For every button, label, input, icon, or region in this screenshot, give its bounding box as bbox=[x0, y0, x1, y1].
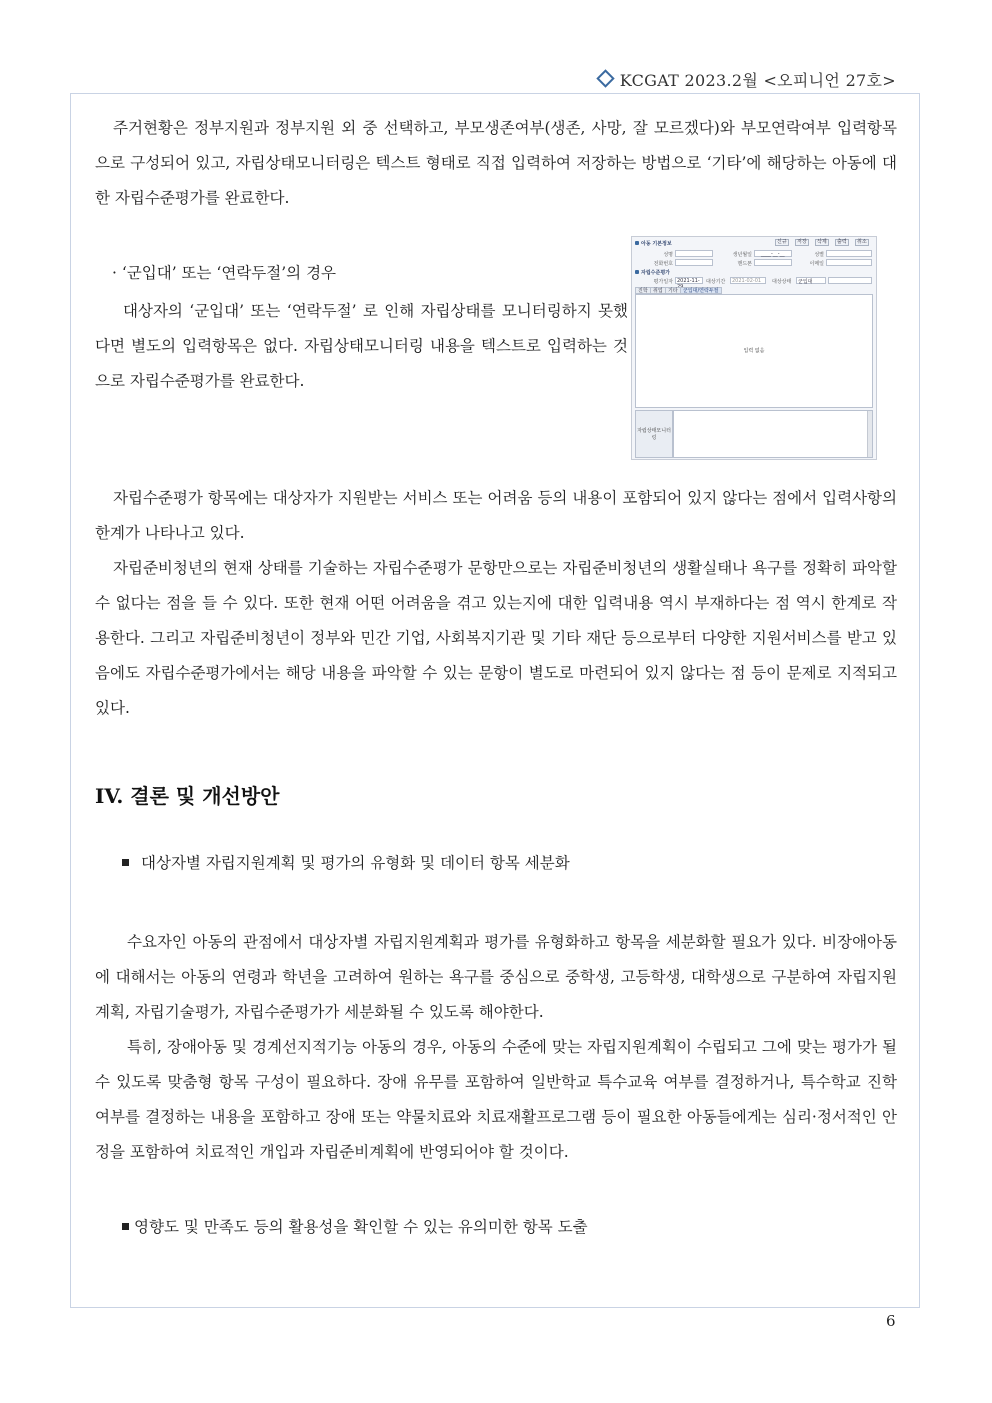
paragraph-segmentation: 수요자인 아동의 관점에서 대상자별 자립지원계획과 평가를 유형화하고 항목을 세분화할 필요가 있다. 비장애아동에 대해서는 아동의 연령과 학년을 고려하여 원하는 욕구를 중심으로 중학생, 고등학생, 대학생으로 구분하여 자립지원계획, 자립기술평가, 자립수준평가가 세분화될 수 있도록 해야한다. bbox=[95, 933, 897, 1021]
figure-period-input[interactable]: 2021-02-01 bbox=[730, 277, 766, 284]
figure-main-text: 입력 없음 bbox=[743, 348, 765, 354]
square-bullet-icon bbox=[122, 859, 129, 866]
figure-birth-label: 생년월일 bbox=[732, 252, 752, 258]
figure-gender-input[interactable] bbox=[826, 250, 872, 257]
figure-monitor-textarea[interactable] bbox=[673, 410, 873, 458]
figure-section1-title: 아동 기본정보 bbox=[635, 240, 672, 247]
header-text: KCGAT 2023.2월 <오피니언 27호> bbox=[619, 71, 896, 90]
figure-gender-label: 성별 bbox=[814, 252, 824, 258]
figure-monitor-label: 자립상태모니터링 bbox=[635, 410, 673, 458]
figure-status-label: 대상상태 bbox=[772, 279, 792, 285]
figure-status-select[interactable]: 군입대 bbox=[796, 277, 826, 284]
figure-new-button[interactable]: 신규 bbox=[777, 239, 787, 245]
system-screenshot-figure bbox=[631, 236, 877, 460]
paragraph-disabled-children: 특히, 장애아동 및 경계선지적기능 아동의 경우, 아동의 수준에 맞는 자립지원계획이 수립되고 그에 맞는 평가가 될 수 있도록 맞춤형 항목 구성이 필요하다. 장애 유무를 포함하여 일반학교 특수교육 여부를 결정하거나, 특수학교 진학 여부를 결정하는 내용을 포함하고 장애 또는 약물치료와 치료재활프로그램 등이 필요한 아동들에게는 심리·정서적인 안정을 포함하여 치료적인 개입과 자립준비계획에 반영되어야 할 것이다. bbox=[95, 1038, 897, 1161]
figure-mobile-label: 핸드폰 bbox=[737, 261, 752, 267]
figure-tab-school[interactable]: 진학 bbox=[635, 287, 651, 294]
figure-extra-input[interactable] bbox=[828, 277, 872, 284]
bullet-item-2: 영향도 및 만족도 등의 활용성을 확인할 수 있는 유의미한 항목 도출 bbox=[122, 1215, 588, 1237]
figure-mobile-input[interactable] bbox=[754, 259, 792, 266]
figure-period-label: 대상기간 bbox=[706, 279, 726, 285]
figure-scrollbar[interactable] bbox=[867, 411, 872, 457]
figure-email-label: 이메일 bbox=[809, 261, 824, 267]
figure-name-label: 성명 bbox=[663, 252, 673, 258]
figure-print-button[interactable]: 출력 bbox=[837, 239, 847, 245]
paragraph-housing: 주거현황은 정부지원과 정부지원 외 중 선택하고, 부모생존여부(생존, 사망, 잘 모르겠다)와 부모연락여부 입력항목으로 구성되어 있고, 자립상태모니터링은 텍스트 형태로 직접 입력하여 저장하는 방법으로 ‘기타’에 해당하는 아동에 대한 자립수준평가를 완료한다. bbox=[95, 119, 897, 207]
figure-cancel-button[interactable]: 취소 bbox=[857, 239, 867, 245]
diamond-icon bbox=[596, 69, 614, 87]
page-number: 6 bbox=[886, 1312, 896, 1330]
figure-email-input[interactable] bbox=[826, 259, 872, 266]
section-bullet-icon bbox=[635, 270, 639, 274]
section-bullet-icon bbox=[635, 241, 639, 245]
square-bullet-icon bbox=[122, 1223, 129, 1230]
figure-phone-label: 전화번호 bbox=[653, 261, 673, 267]
figure-save-button[interactable]: 저장 bbox=[797, 239, 807, 245]
paragraph-military: 대상자의 ‘군입대’ 또는 ‘연락두절’ 로 인해 자립상태를 모니터링하지 못했다면 별도의 입력항목은 없다. 자립상태모니터링 내용을 텍스트로 입력하는 것으로 자립수준평가를 완료한다. bbox=[95, 302, 628, 390]
figure-eval-date-input[interactable]: 2021-11- bbox=[675, 277, 703, 284]
figure-eval-date-label: 평가일자 bbox=[653, 279, 673, 285]
section-title: IV. 결론 및 개선방안 bbox=[95, 784, 280, 808]
figure-main-panel bbox=[635, 294, 873, 408]
figure-tab-employment[interactable]: 취업 bbox=[650, 287, 666, 294]
figure-tab-military[interactable]: 군입대/연락두절 bbox=[680, 287, 722, 294]
paragraph-evaluation-issues: 자립준비청년의 현재 상태를 기술하는 자립수준평가 문항만으로는 자립준비청년의 생활실태나 욕구를 정확히 파악할 수 없다는 점을 들 수 있다. 또한 현재 어떤 어려움을 겪고 있는지에 대한 입력내용 역시 부재하다는 점 역시 한계로 작용한다. 그리고 자립준비청년이 정부와 민간 기업, 사회복지기관 및 기타 재단 등으로부터 다양한 지원서비스를 받고 있음에도 자립수준평가에서는 해당 내용을 파악할 수 있는 문항이 별도로 마련되어 있지 않다는 점 등이 문제로 지적되고 있다. bbox=[95, 559, 897, 717]
figure-name-input[interactable] bbox=[675, 250, 713, 257]
paragraph-limitations: 자립수준평가 항목에는 대상자가 지원받는 서비스 또는 어려움 등의 내용이 포함되어 있지 않다는 점에서 입력사항의 한계가 나타나고 있다. bbox=[95, 489, 897, 542]
bullet-item-1: 대상자별 자립지원계획 및 평가의 유형화 및 데이터 항목 세분화 bbox=[122, 851, 570, 873]
figure-delete-button[interactable]: 삭제 bbox=[817, 239, 827, 245]
figure-birth-input[interactable]: ____-__-__ bbox=[754, 250, 792, 257]
figure-tab-other[interactable]: 기타 bbox=[665, 287, 681, 294]
figure-phone-input[interactable] bbox=[675, 259, 713, 266]
page-header bbox=[599, 68, 896, 91]
figure-section2-title: 자립수준평가 bbox=[635, 269, 670, 276]
sub-heading-military: · ‘군입대’ 또는 ‘연락두절’의 경우 bbox=[112, 264, 337, 282]
